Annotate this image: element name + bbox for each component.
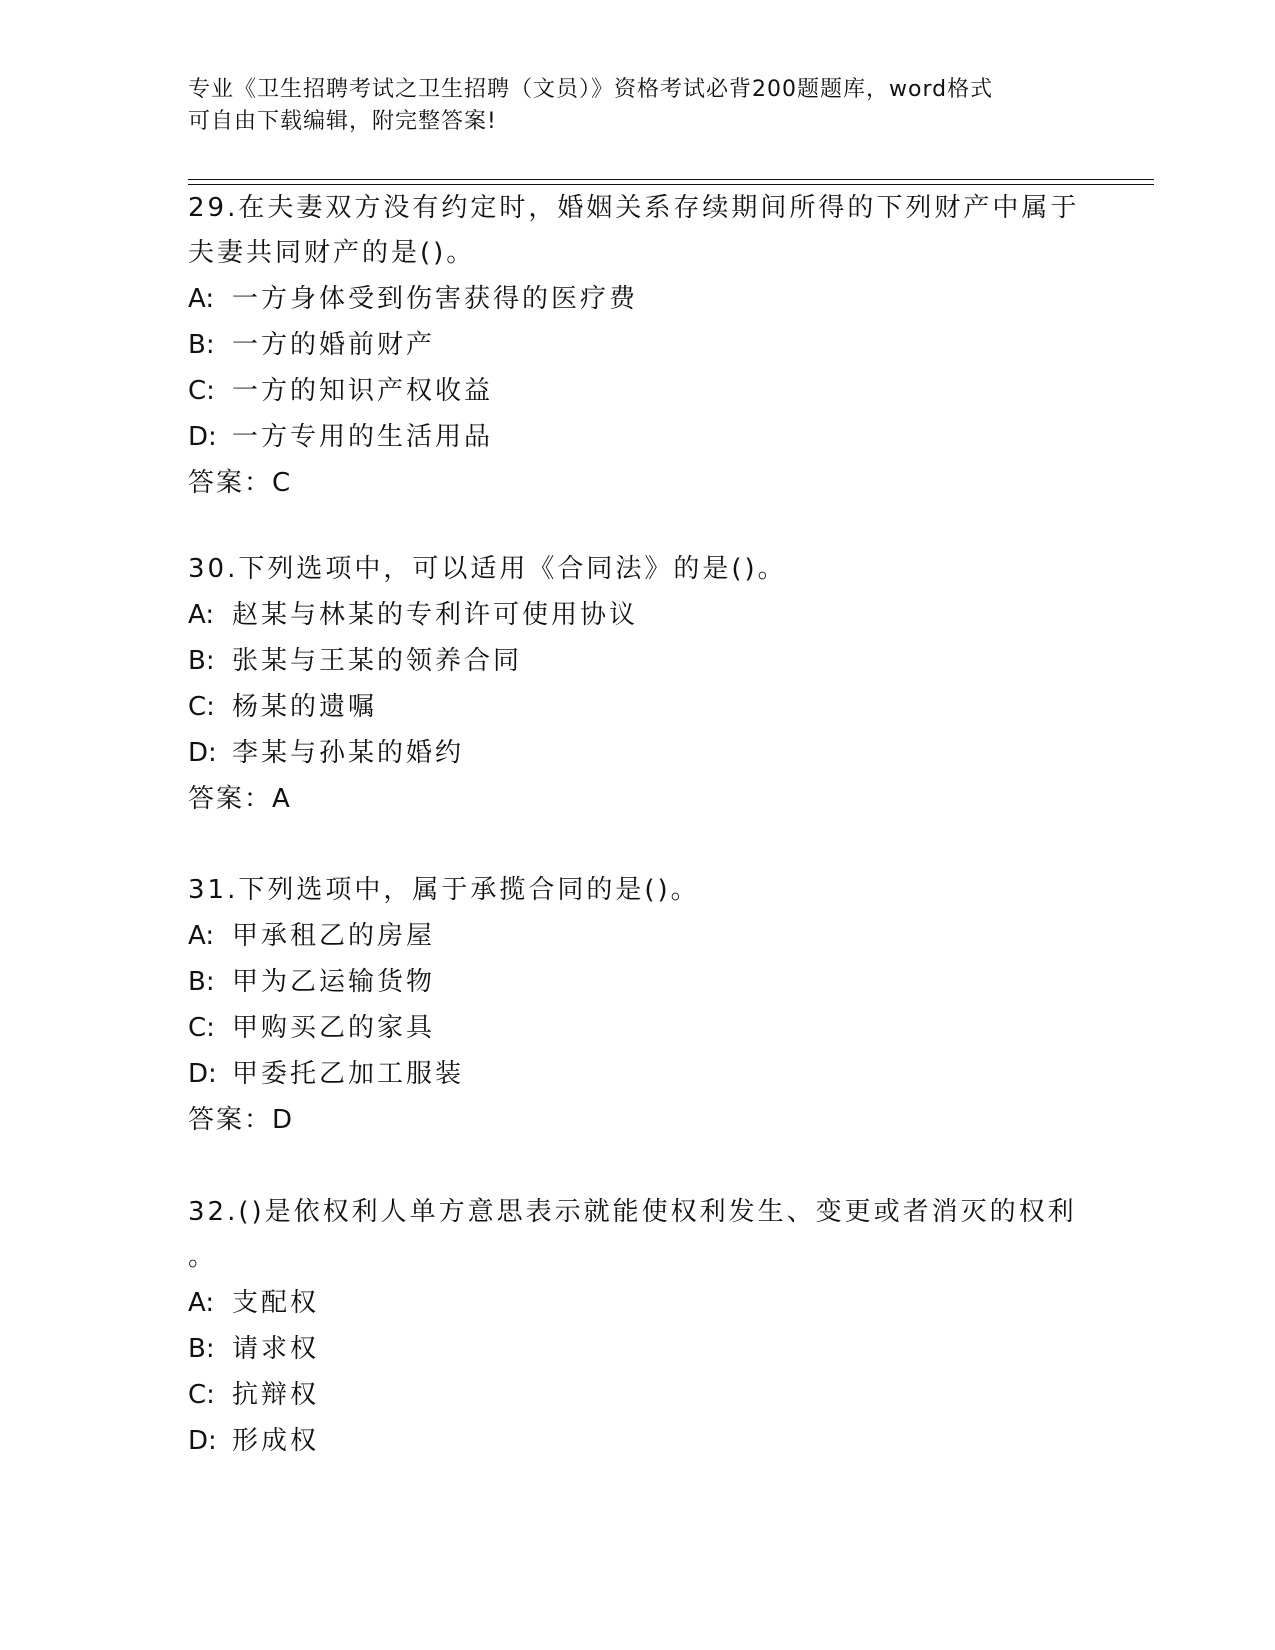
question-text: 29.在夫妻双方没有约定时，婚姻关系存续期间所得的下列财产中属于 [188,193,1080,223]
question-text: 30.下列选项中，可以适用《合同法》的是()。 [188,554,787,584]
option-b [188,322,1088,368]
option-letter: A: [188,600,215,630]
option-letter: B: [188,967,215,997]
option-b [188,638,1088,684]
option-letter: D: [188,422,217,452]
question-text: 31.下列选项中，属于承揽合同的是()。 [188,875,700,905]
question-30 [188,547,1088,822]
option-letter: B: [188,1334,215,1364]
option-text: 一方的知识产权收益 [232,376,494,406]
question-text: 32.()是依权利人单方意思表示就能使权利发生、变更或者消灭的权利 [188,1197,1077,1227]
option-c [188,1372,1088,1418]
option-a [188,276,1088,322]
header-line-2: 可自由下载编辑，附完整答案! [188,109,497,134]
option-text: 一方专用的生活用品 [232,422,494,452]
option-text: 李某与孙某的婚约 [232,738,465,768]
header-line-1: 专业《卫生招聘考试之卫生招聘（文员）》资格考试必背200题题库，word格式 [188,77,994,102]
question-31 [188,868,1088,1143]
option-letter: C: [188,1380,215,1410]
option-a [188,1280,1088,1326]
option-d [188,730,1088,776]
header-divider-bottom [188,184,1154,185]
option-letter: D: [188,1426,217,1456]
option-text: 请求权 [232,1334,320,1364]
question-29 [188,186,1088,506]
header-divider-top [188,179,1154,180]
option-text: 一方身体受到伤害获得的医疗费 [232,284,639,314]
option-d [188,1051,1088,1097]
option-d [188,1418,1088,1464]
option-a [188,913,1088,959]
option-text: 赵某与林某的专利许可使用协议 [232,600,639,630]
option-c [188,368,1088,414]
question-text-continued: 夫妻共同财产的是()。 [188,238,476,268]
option-text: 支配权 [232,1288,320,1318]
option-text: 甲承租乙的房屋 [232,921,436,951]
question-32 [188,1190,1088,1464]
document-header [188,74,1068,138]
option-b [188,1326,1088,1372]
option-letter: C: [188,376,215,406]
option-text: 抗辩权 [232,1380,320,1410]
answer-label: 答案：A [188,784,292,814]
option-letter: A: [188,284,215,314]
option-text: 形成权 [232,1426,320,1456]
answer-label: 答案：C [188,468,293,498]
option-c [188,1005,1088,1051]
option-letter: B: [188,646,215,676]
question-text-continued: 。 [188,1242,218,1272]
option-a [188,592,1088,638]
option-text: 甲委托乙加工服装 [232,1059,465,1089]
option-d [188,414,1088,460]
option-letter: B: [188,330,215,360]
answer-label: 答案：D [188,1105,295,1135]
option-letter: D: [188,1059,217,1089]
option-c [188,684,1088,730]
option-text: 甲购买乙的家具 [232,1013,436,1043]
option-letter: C: [188,1013,215,1043]
option-letter: A: [188,1288,215,1318]
option-letter: D: [188,738,217,768]
option-text: 一方的婚前财产 [232,330,436,360]
option-text: 甲为乙运输货物 [232,967,436,997]
option-b [188,959,1088,1005]
option-text: 杨某的遗嘱 [232,692,378,722]
option-text: 张某与王某的领养合同 [232,646,523,676]
option-letter: A: [188,921,215,951]
option-letter: C: [188,692,215,722]
